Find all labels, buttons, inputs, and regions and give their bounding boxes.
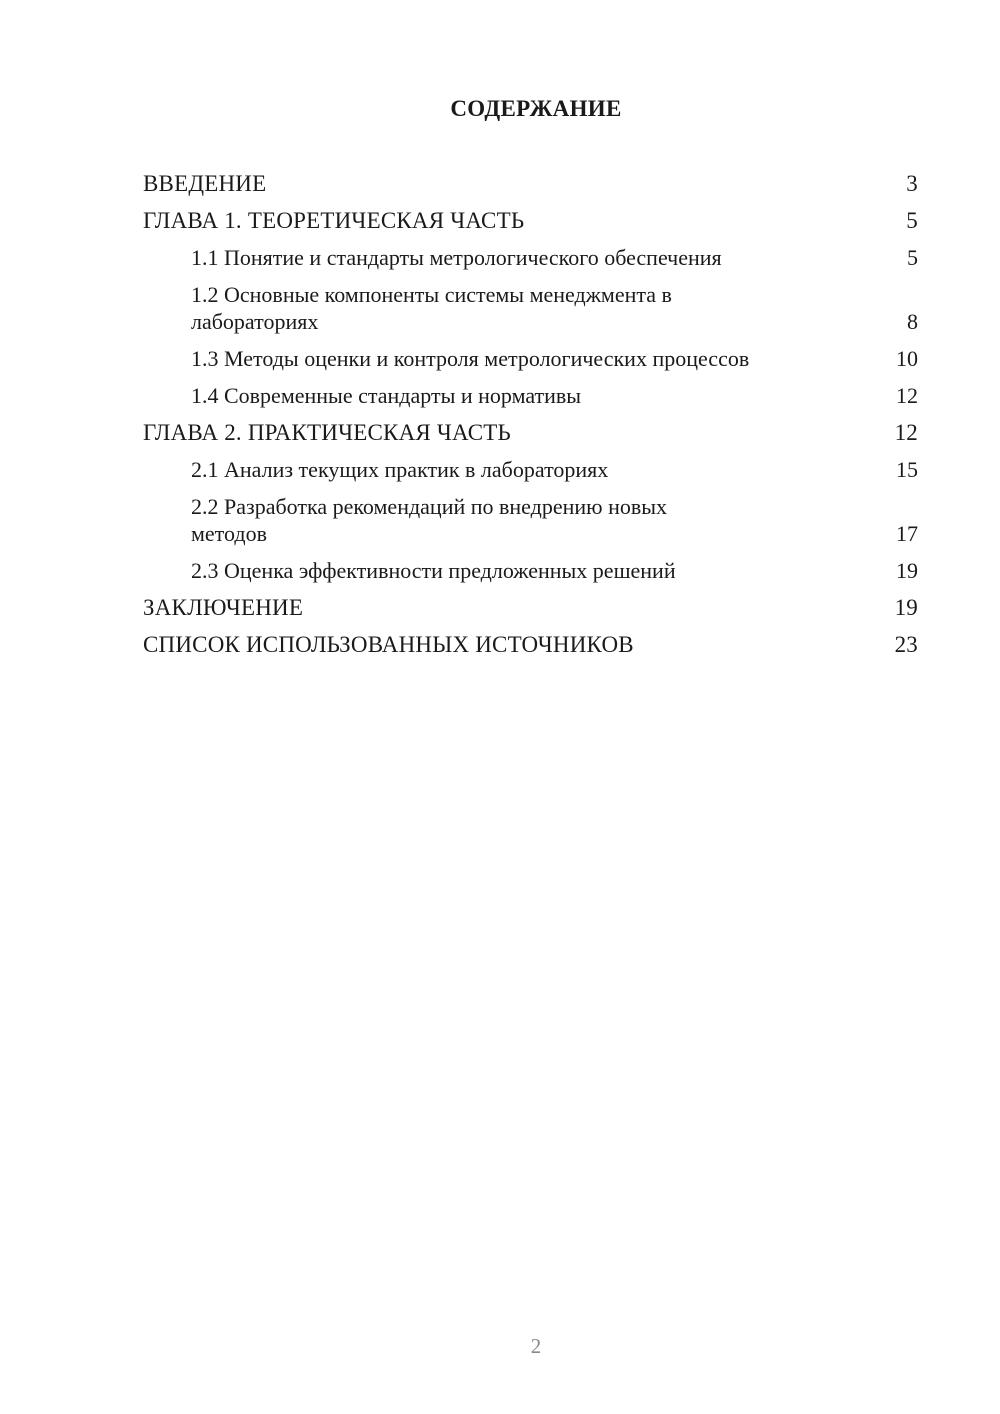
toc-subentry[interactable] — [143, 382, 918, 409]
page-number: 2 — [530, 1334, 542, 1358]
toc-entry-page: 19 — [896, 558, 918, 583]
toc-subentry[interactable] — [143, 557, 918, 584]
toc-entry-text: ВВЕДЕНИЕ — [143, 171, 267, 196]
toc-entry-text: 1.1 Понятие и стандарты метрологического обеспечения — [191, 245, 722, 270]
toc-entry-page: 8 — [907, 309, 918, 334]
toc-entry[interactable] — [143, 207, 918, 234]
toc-entry-text: 2.1 Анализ текущих практик в лабораториях — [191, 457, 609, 482]
toc-entry[interactable] — [143, 594, 918, 621]
toc-entry-text: 1.2 Основные компоненты системы менеджмента в лабораториях — [191, 282, 672, 334]
toc-entry-page: 5 — [906, 208, 918, 233]
toc-subentry[interactable] — [143, 281, 918, 335]
toc-subentry[interactable] — [143, 456, 918, 483]
toc-entry[interactable] — [143, 631, 918, 658]
page-title: СОДЕРЖАНИЕ — [450, 96, 622, 121]
toc-entry-text: ЗАКЛЮЧЕНИЕ — [143, 595, 304, 620]
toc-entry-text: 2.3 Оценка эффективности предложенных решений — [191, 558, 676, 583]
toc-entry-text: 1.4 Современные стандарты и нормативы — [191, 383, 582, 408]
toc-entry-page: 17 — [896, 521, 918, 546]
toc-entry-text: ГЛАВА 2. ПРАКТИЧЕСКАЯ ЧАСТЬ — [143, 420, 511, 445]
toc-entry[interactable] — [143, 170, 918, 197]
toc-subentry[interactable] — [143, 493, 918, 547]
toc-subentry[interactable] — [143, 244, 918, 271]
toc-entry-page: 15 — [896, 457, 918, 482]
toc-entry-page: 12 — [896, 383, 918, 408]
toc-entry-page: 3 — [906, 171, 918, 196]
toc-subentry[interactable] — [143, 345, 918, 372]
toc-entry[interactable] — [143, 419, 918, 446]
toc-entry-text: 1.3 Методы оценки и контроля метрологических процессов — [191, 346, 750, 371]
toc-entry-text: СПИСОК ИСПОЛЬЗОВАННЫХ ИСТОЧНИКОВ — [143, 632, 634, 657]
toc-entry-text: 2.2 Разработка рекомендаций по внедрению новых методов — [191, 494, 668, 546]
toc-entry-page: 12 — [894, 420, 918, 445]
table-of-contents — [143, 170, 918, 668]
toc-entry-page: 23 — [894, 632, 918, 657]
toc-entry-text: ГЛАВА 1. ТЕОРЕТИЧЕСКАЯ ЧАСТЬ — [143, 208, 525, 233]
toc-entry-page: 10 — [896, 346, 918, 371]
toc-entry-page: 19 — [894, 595, 918, 620]
toc-entry-page: 5 — [907, 245, 918, 270]
